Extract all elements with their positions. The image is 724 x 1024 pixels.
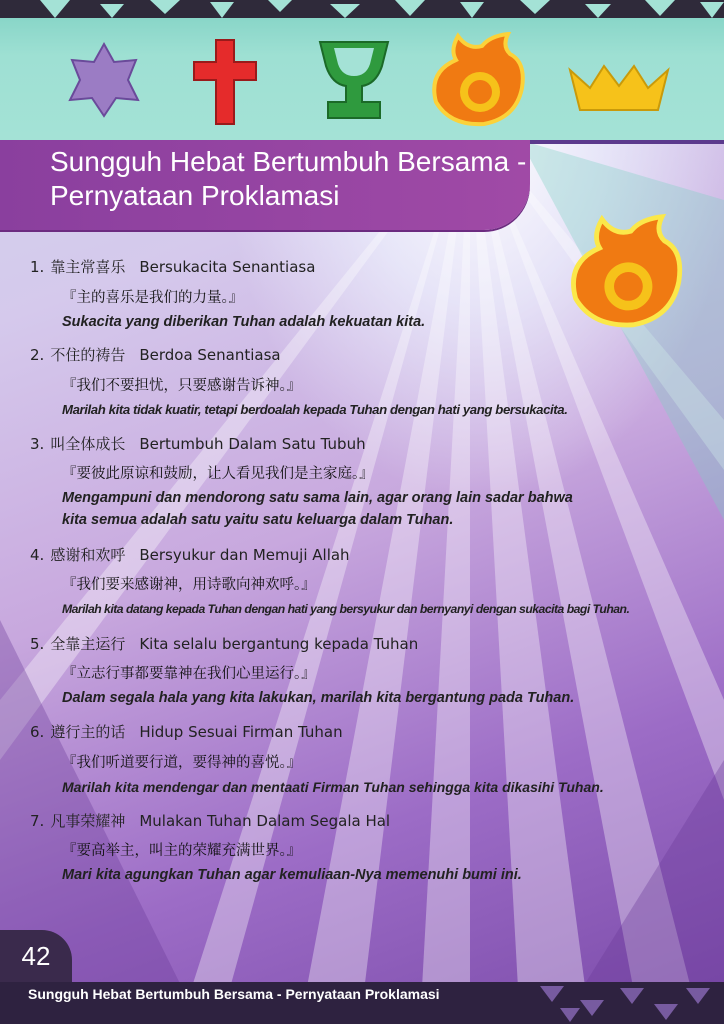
item-quote: 『要高举主，叫主的荣耀充满世界。』 bbox=[62, 843, 302, 859]
star-icon bbox=[64, 40, 144, 120]
top-decorative-pattern bbox=[0, 0, 724, 26]
item-heading-indonesian: Bersukacita Senantiasa bbox=[139, 258, 316, 276]
item-heading-chinese: 感谢和欢呼 bbox=[50, 546, 126, 564]
item-quote: 『我们不要担忧，只要感谢告诉神。』 bbox=[62, 378, 302, 394]
item-number: 6. bbox=[30, 723, 45, 741]
crown-icon bbox=[566, 62, 672, 114]
item-number: 3. bbox=[30, 435, 45, 453]
page-number: 42 bbox=[0, 930, 72, 982]
item-heading bbox=[30, 433, 366, 454]
item-heading bbox=[30, 810, 390, 831]
item-heading bbox=[30, 344, 281, 365]
item-heading bbox=[30, 256, 315, 277]
item-heading-indonesian: Berdoa Senantiasa bbox=[139, 346, 281, 364]
item-heading-chinese: 凡事荣耀神 bbox=[50, 812, 126, 830]
item-number: 4. bbox=[30, 546, 45, 564]
item-translation: Dalam segala hala yang kita lakukan, marilah kita bergantung pada Tuhan. bbox=[62, 690, 575, 706]
item-quote: 『立志行事都要靠神在我们心里运行。』 bbox=[62, 666, 316, 682]
item-heading-chinese: 叫全体成长 bbox=[50, 435, 126, 453]
item-translation: Marilah kita mendengar dan mentaati Firman Tuhan sehingga kita dikasihi Tuhan. bbox=[62, 779, 604, 795]
item-translation: Mari kita agungkan Tuhan agar kemuliaan-Nya memenuhi bumi ini. bbox=[62, 867, 522, 883]
item-translation-line-2: kita semua adalah satu yaitu satu keluarga dalam Tuhan. bbox=[62, 512, 454, 528]
item-heading-indonesian: Kita selalu bergantung kepada Tuhan bbox=[139, 635, 419, 653]
item-quote: 『我们要来感谢神，用诗歌向神欢呼。』 bbox=[62, 577, 316, 593]
flame-icon bbox=[566, 214, 686, 330]
item-heading-indonesian: Mulakan Tuhan Dalam Segala Hal bbox=[139, 812, 391, 830]
item-heading-chinese: 全靠主运行 bbox=[50, 635, 126, 653]
item-quote: 『我们听道要行道，要得神的喜悦。』 bbox=[62, 755, 302, 771]
title-line-2: Pernyataan Proklamasi bbox=[50, 180, 340, 211]
item-translation: Sukacita yang diberikan Tuhan adalah kekuatan kita. bbox=[62, 314, 426, 330]
chalice-icon bbox=[318, 40, 390, 120]
item-heading bbox=[30, 721, 343, 742]
item-heading-chinese: 不住的祷告 bbox=[50, 346, 126, 364]
footer-decorative-pattern bbox=[430, 982, 724, 1024]
item-heading bbox=[30, 544, 350, 565]
flame-icon bbox=[428, 32, 528, 128]
item-quote: 『主的喜乐是我们的力量。』 bbox=[62, 290, 244, 306]
item-translation: Marilah kita tidak kuatir, tetapi berdoalah kepada Tuhan dengan hati yang bersukacita. bbox=[62, 402, 568, 417]
item-heading-indonesian: Hidup Sesuai Firman Tuhan bbox=[139, 723, 343, 741]
cross-icon bbox=[192, 38, 258, 126]
item-number: 2. bbox=[30, 346, 45, 364]
item-number: 7. bbox=[30, 812, 45, 830]
item-heading-chinese: 靠主常喜乐 bbox=[50, 258, 126, 276]
item-heading-chinese: 遵行主的话 bbox=[50, 723, 126, 741]
item-translation: Marilah kita datang kepada Tuhan dengan hati yang bersyukur dan bernyanyi dengan sukacita bagi Tuhan. bbox=[62, 602, 630, 616]
item-heading bbox=[30, 633, 418, 654]
item-number: 5. bbox=[30, 635, 45, 653]
item-heading-indonesian: Bertumbuh Dalam Satu Tubuh bbox=[139, 435, 366, 453]
item-heading-indonesian: Bersyukur dan Memuji Allah bbox=[139, 546, 350, 564]
item-number: 1. bbox=[30, 258, 45, 276]
footer-title: Sungguh Hebat Bertumbuh Bersama - Pernyataan Proklamasi bbox=[28, 986, 440, 1002]
item-quote: 『要彼此原谅和鼓励，让人看见我们是主家庭。』 bbox=[62, 466, 374, 482]
title-line-1: Sungguh Hebat Bertumbuh Bersama - bbox=[50, 146, 527, 177]
item-translation: Mengampuni dan mendorong satu sama lain, agar orang lain sadar bahwa bbox=[62, 490, 573, 506]
page-title bbox=[50, 145, 530, 213]
